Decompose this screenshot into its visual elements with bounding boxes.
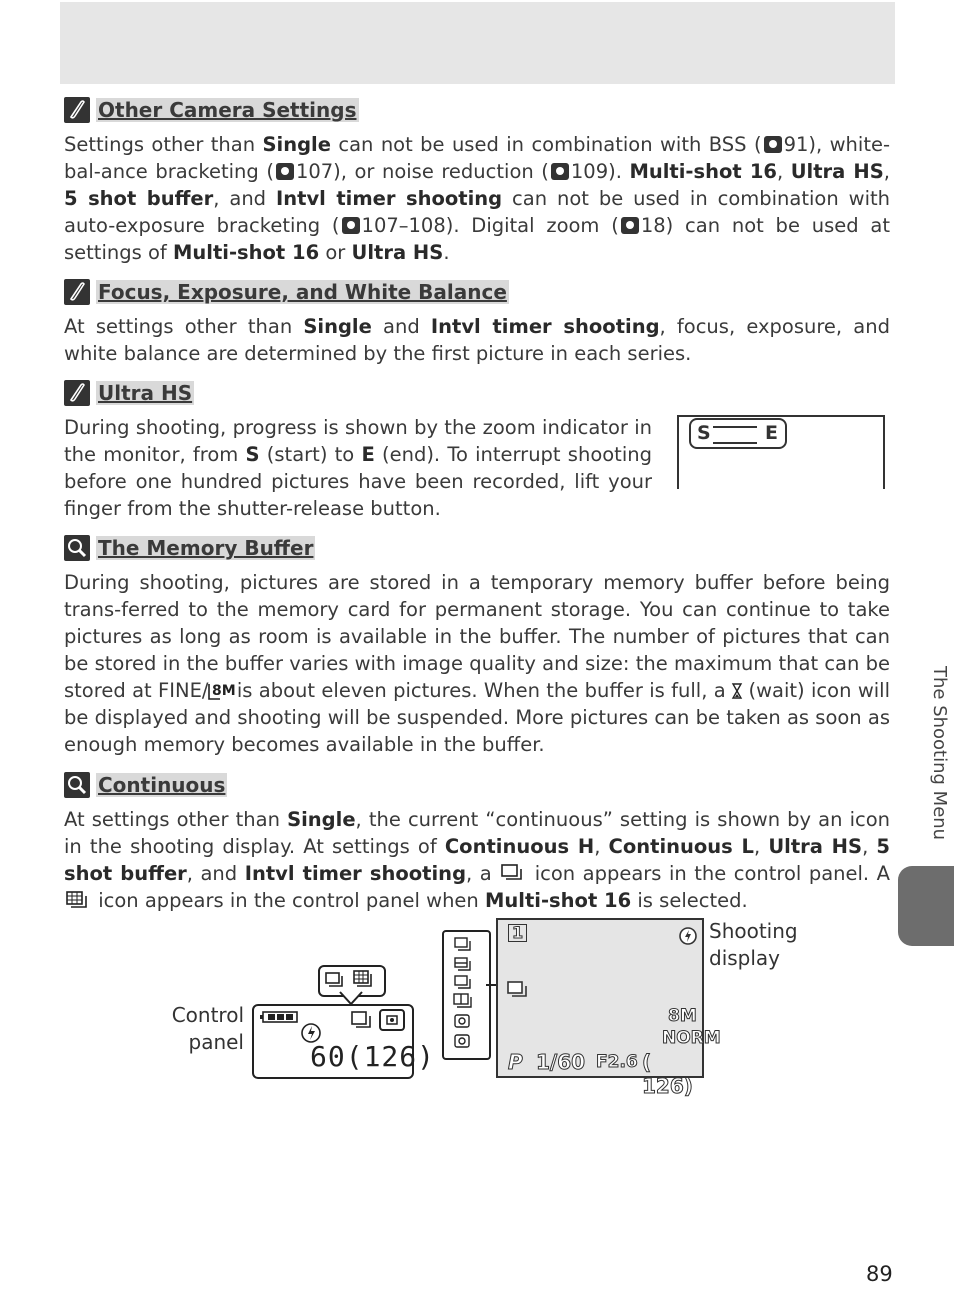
page-number: 89 bbox=[866, 1262, 893, 1286]
monitor-illustration bbox=[677, 415, 885, 489]
control-panel-caption bbox=[166, 1002, 244, 1056]
section-title-memory-buffer bbox=[64, 535, 315, 561]
hourglass-wait-icon bbox=[732, 683, 742, 699]
zoom-indicator bbox=[689, 418, 787, 449]
aperture-indicator: F2.6 bbox=[596, 1052, 638, 1072]
section-body: During shooting, pictures are stored in a temporary memory buffer before being trans-ferred to the memory card for permanent storage. You can continue to take pictures as long as room is available in the buffer. The number of pictures that can be stored in the buffer varies with image quality and size: the maximum that can be stored at FINE/ 8M is about eleven pictures. When the buffer is full, a (wait) icon will be displayed and shooting will be suspended. More pictures can be taken as soon as enough memory becomes available in the buffer. bbox=[64, 571, 891, 756]
section-title-text: Continuous bbox=[98, 773, 226, 797]
section-title-text: Ultra HS bbox=[98, 381, 193, 405]
page-reference-icon bbox=[551, 163, 569, 180]
section-body: Settings other than Single can not be used in combination with BSS ( 91), white-bal-ance bracketing ( 107), or noise reduction ( 109). Multi-shot 16, Ultra HS, 5 shot buffer, and Intvl timer shooting can not be used in combination with auto-exposure bracketing ( 107–108). Digital zoom ( 18) can not be used at settings of Multi-shot 16 or Ultra HS. bbox=[64, 133, 890, 264]
page-reference-icon bbox=[342, 217, 360, 234]
shutter-speed-indicator: 1/60 bbox=[536, 1050, 586, 1074]
section-title-text: Other Camera Settings bbox=[98, 98, 357, 122]
magnifier-tip-icon bbox=[64, 535, 90, 561]
control-panel-illustration bbox=[252, 1004, 436, 1079]
section-body: At settings other than Single, the current “continuous” setting is shown by an icon in the shooting display. At settings of Continuous H, Continuous L, Ultra HS, 5 shot buffer, and Intvl timer shooting, a icon appears in the control panel. A icon appears in the control panel when Multi-shot 16 is selected. bbox=[64, 808, 890, 912]
side-tab-label-text: The Shooting Menu bbox=[929, 666, 950, 841]
caption-line: display bbox=[709, 946, 781, 970]
pencil-note-icon bbox=[64, 380, 90, 406]
shooting-display-caption bbox=[709, 918, 798, 972]
caption-line: Control bbox=[171, 1003, 244, 1027]
caption-line: panel bbox=[188, 1030, 244, 1054]
pencil-note-icon bbox=[64, 97, 90, 123]
section-body: At settings other than Single and Intvl timer shooting, focus, exposure, and white balance are determined by the first picture in each series. bbox=[64, 315, 890, 365]
metering-icon bbox=[378, 1008, 406, 1032]
exposure-mode-indicator: P bbox=[508, 1050, 523, 1074]
side-tab-label bbox=[928, 666, 954, 866]
page-reference-icon bbox=[764, 136, 782, 153]
zoom-progress-bar bbox=[713, 426, 757, 444]
image-quality-indicator: NORM bbox=[662, 1028, 721, 1048]
shooting-display-illustration bbox=[496, 918, 721, 1098]
pencil-note-icon bbox=[64, 279, 90, 305]
caption-line: Shooting bbox=[709, 919, 798, 943]
page-reference-icon bbox=[621, 217, 639, 234]
section-title-ultra-hs bbox=[64, 380, 194, 406]
control-panel-readout: 60(126) bbox=[310, 1040, 436, 1073]
exposures-remaining-indicator: ( 126) bbox=[642, 1050, 693, 1098]
flash-mode-icon bbox=[678, 926, 698, 946]
image-size-8m-icon bbox=[208, 680, 237, 700]
image-size-indicator: 8M bbox=[668, 1006, 697, 1026]
svg-text:8M: 8M bbox=[212, 683, 237, 699]
multi-shot-16-icon bbox=[64, 890, 92, 910]
section-body: During shooting, progress is shown by the zoom indicator in the monitor, from S (start) to E (end). To interrupt shooting before one hundred pictures have been recorded, lift your finger from the shutter-release button. bbox=[64, 416, 652, 520]
section-title-continuous bbox=[64, 772, 227, 798]
battery-icon bbox=[260, 1010, 300, 1024]
chapter-tab bbox=[898, 866, 954, 946]
frame-indicator: 1 bbox=[508, 924, 527, 942]
mode-icon-strip bbox=[442, 930, 491, 1060]
continuous-mode-icon bbox=[499, 863, 527, 883]
continuous-mode-icon bbox=[350, 1010, 376, 1032]
zoom-start-label: S bbox=[697, 422, 711, 444]
header-band bbox=[60, 2, 895, 84]
continuous-mode-icon bbox=[506, 980, 532, 1002]
section-title-other-camera-settings bbox=[64, 97, 359, 123]
section-title-text: Focus, Exposure, and White Balance bbox=[98, 280, 507, 304]
magnifier-tip-icon bbox=[64, 772, 90, 798]
zoom-end-label: E bbox=[765, 422, 778, 444]
section-title-text: The Memory Buffer bbox=[98, 536, 314, 560]
page-reference-icon bbox=[276, 163, 294, 180]
section-title-focus-exposure bbox=[64, 279, 509, 305]
